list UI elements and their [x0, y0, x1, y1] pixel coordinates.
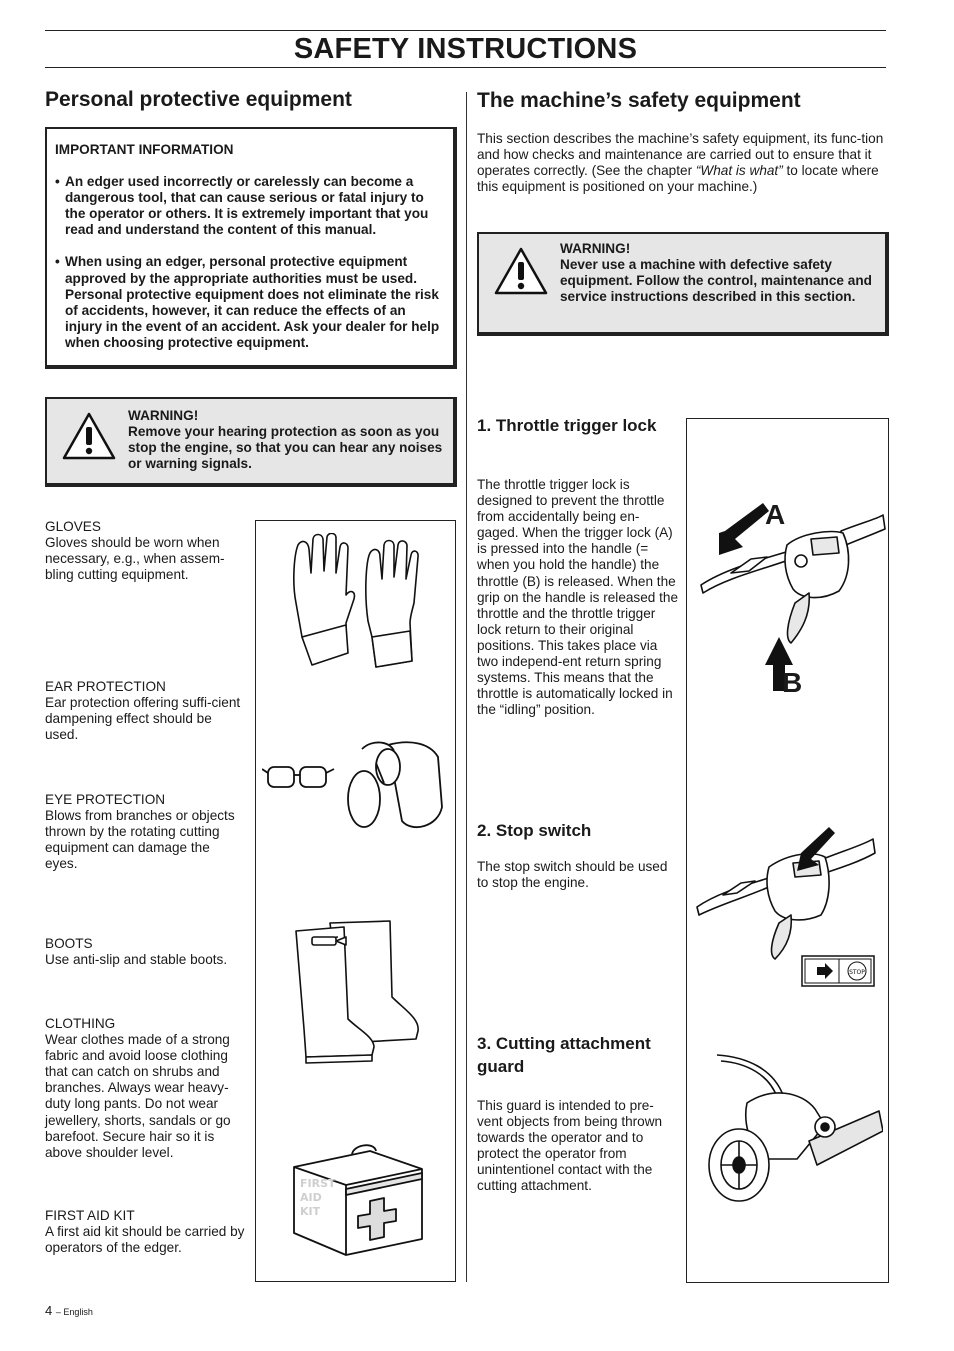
guard-heading: 3. Cutting attachment guard: [477, 1034, 651, 1076]
kit-label-aid: AID: [300, 1191, 322, 1204]
ear-protection-item: [45, 679, 245, 743]
machine-safety-heading: The machine’s safety equipment: [477, 89, 801, 112]
eye-ear-protection-icon: [262, 737, 448, 837]
first-aid-kit-icon: [288, 1127, 428, 1257]
cutting-guard-illustration: [707, 1047, 883, 1207]
ear-protection-title: EAR PROTECTION: [45, 679, 166, 694]
first-aid-item: [45, 1208, 245, 1256]
first-aid-title: FIRST AID KIT: [45, 1208, 135, 1223]
hearing-warning-box: [45, 397, 457, 487]
stop-switch-text: The stop switch should be used to stop the engine.: [477, 859, 668, 891]
hearing-warning-text: Remove your hearing protection as soon as you stop the engine, so that you can hear any noises or warning signals.: [128, 424, 443, 472]
kit-label-kit: KIT: [300, 1205, 321, 1218]
kit-label-first: FIRST: [300, 1177, 336, 1190]
stop-decal-label: STOP: [849, 969, 865, 976]
gloves-item: [45, 519, 245, 583]
eye-protection-item: [45, 792, 245, 872]
machine-warning-title: WARNING!: [560, 241, 631, 256]
page-title: SAFETY INSTRUCTIONS: [45, 30, 886, 68]
boots-icon: [292, 919, 422, 1065]
boots-title: BOOTS: [45, 936, 93, 951]
throttle-label: B: [782, 667, 803, 698]
first-aid-text: A first aid kit should be carried by operators of the edger.: [45, 1224, 245, 1256]
intro-text-a: This section describes the machine’s safety equipment, its func-tion and how checks and maintenance are carried out to ensure that it operates correctly. (See the chapter: [477, 131, 884, 179]
gloves-text: Gloves should be worn when necessary, e.g., when assem-bling cutting equipment.: [45, 535, 225, 583]
machine-safety-intro: [477, 131, 887, 195]
ear-protection-text: Ear protection offering suffi-cient dampening effect should be used.: [45, 695, 241, 743]
stop-switch-heading: 2. Stop switch: [477, 821, 592, 840]
stop-decal-icon: [801, 955, 875, 987]
page-number: 4: [45, 1303, 53, 1318]
important-bullet-1: • An edger used incorrectly or carelessly can become a dangerous tool, that can cause serious or fatal injury to the operator or others. It is extremely important that you read and understand the content of this manual.: [55, 174, 443, 238]
hearing-warning-title: WARNING!: [128, 408, 199, 423]
footer-language: – English: [55, 1307, 93, 1317]
machine-warning-text: Never use a machine with defective safety equipment. Follow the control, maintenance and service instructions described in this section.: [560, 257, 872, 305]
throttle-lock-heading: 1. Throttle trigger lock: [477, 416, 657, 435]
boots-item: [45, 936, 245, 968]
page-footer: [45, 1303, 93, 1318]
clothing-title: CLOTHING: [45, 1016, 116, 1031]
ppe-illustration-frame: [255, 520, 456, 1282]
trigger-lock-label: A: [765, 499, 786, 530]
throttle-lock-text: The throttle trigger lock is designed to prevent the throttle from accidentally being en-gaged. When the trigger lock (A) is pressed into the handle (= when you hold the handle) the throttle (B) is released. When the grip on the handle is released the throttle and the throttle trigger lock return to their original positions. This takes place via two independ-ent return spring systems. This means that the throttle is automatically locked in the “idling” position.: [477, 477, 679, 718]
eye-protection-text: Blows from branches or objects thrown by the rotating cutting equipment can damage the eyes.: [45, 808, 235, 872]
guard-text: This guard is intended to pre-vent objects from being thrown towards the operator and to protect the operator from unintentionel contact with the cutting attachment.: [477, 1098, 663, 1194]
important-bullet-2: • When using an edger, personal protective equipment approved by the appropriate authorities must be used. Personal protective equipment does not eliminate the risk of accidents, however, it can reduce the effects of an injury in the event of an accident. Ask your dealer for help when choosing protective equipment.: [55, 254, 443, 351]
clothing-item: [45, 1016, 247, 1161]
machine-warning-box: [477, 232, 889, 336]
intro-text-b: to locate where this equipment is positioned on your machine.): [477, 163, 879, 195]
column-divider: [466, 92, 467, 1282]
clothing-text: Wear clothes made of a strong fabric and avoid loose clothing that can catch on shrubs and branches. Always wear heavy-duty long pants. Do not wear jewellery, shorts, sandals or go barefoot. Secure hair so it is above shoulder level.: [45, 1032, 231, 1160]
important-title: IMPORTANT INFORMATION: [55, 142, 234, 157]
warning-triangle-icon: [493, 246, 549, 296]
important-information-box: [45, 127, 457, 369]
eye-protection-title: EYE PROTECTION: [45, 792, 166, 807]
stop-switch-illustration: [693, 823, 883, 973]
personal-protective-heading: Personal protective equipment: [45, 88, 352, 111]
warning-triangle-icon: [61, 411, 117, 461]
machine-illustration-frame: [686, 418, 889, 1283]
gloves-title: GLOVES: [45, 519, 101, 534]
boots-text: Use anti-slip and stable boots.: [45, 952, 228, 968]
intro-chapter-ref: “What is what”: [695, 163, 783, 179]
gloves-icon: [284, 533, 424, 683]
throttle-handle-illustration: [691, 495, 887, 695]
